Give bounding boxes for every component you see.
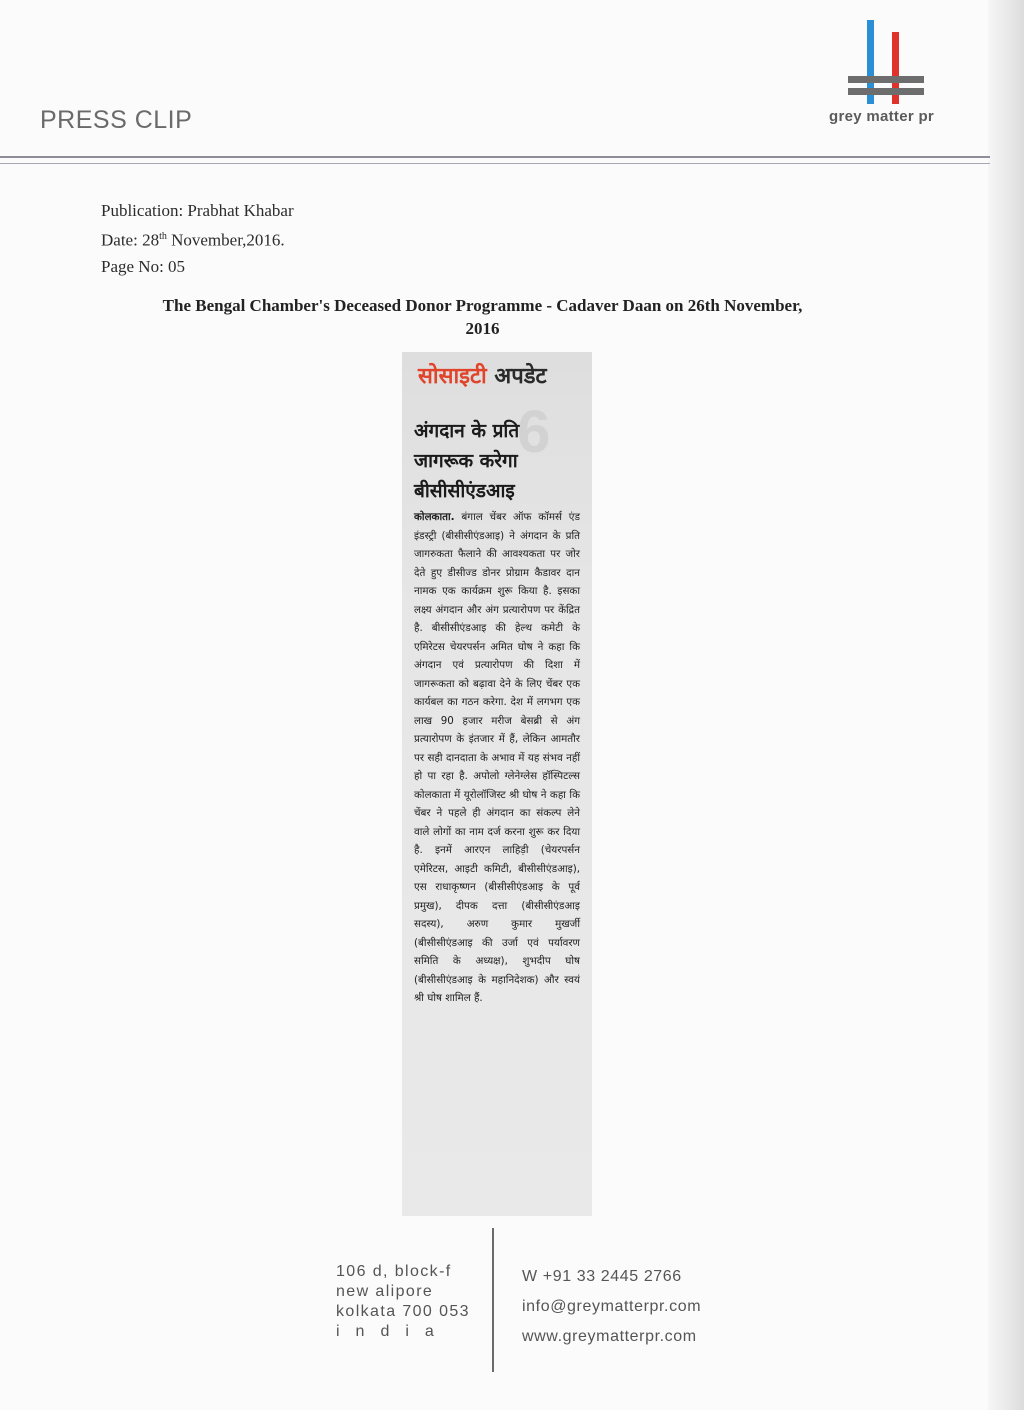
- website-link[interactable]: www.greymatterpr.com: [522, 1328, 697, 1345]
- clip-body-text: बंगाल चेंबर ऑफ कॉमर्स एंड इंडस्ट्री (बीसीसीएंडआइ) ने अंगदान के प्रति जागरुकता फैलाने की आवश्यकता पर जोर देते हुए डीसीज्ड डोनर प्रोग्राम कैडावर दान नामक एक कार्यक्रम शुरू किया है. इसका लक्ष्य अंगदान और अंग प्रत्यारोपण पर केंद्रित है. बीसीसीएंडआइ की हेल्थ कमेटी के एमिरेटस चेयरपर्सन अमित घोष ने कहा कि अंगदान एवं प्रत्यारोपण की दिशा में जागरूकता को बढ़ावा देने के लिए चेंबर एक कार्यबल का गठन करेगा. देश में लगभग एक लाख 90 हजार मरीज बेसब्री से अंग प्रत्यारोपण के इंतजार में हैं, लेकिन आमतौर पर सही दानदाता के अभाव में यह संभव नहीं हो पा रहा है. अपोलो ग्लेनेग्लेस हॉस्पिटल्स कोलकाता में यूरोलॉजिस्ट श्री घोष ने कहा कि चेंबर ने पहले ही अंगदान का संकल्प लेने वाले लोगों का नाम दर्ज करना शुरू कर दिया है. इनमें आरएन लाहिड़ी (चेयरपर्सन एमेरिटस, आइटी कमिटी, बीसीसीएंडआइ), एस राधाकृष्णन (बीसीसीएंडआइ के पूर्व प्रमुख), दीपक दत्ता (बीसीसीएंडआइ सदस्य), अरुण कुमार मुखर्जी (बीसीसीएंडआइ की उर्जा एवं पर्यावरण समिति के अध्यक्ष), शुभदीप घोष (बीसीसीएंडआइ के महानिदेशक) और स्वयं श्री घोष शामिल हैं.: [414, 511, 580, 1004]
- date-line: Date: 28th November,2016.: [101, 230, 285, 250]
- page-number-line: Page No: 05: [101, 256, 186, 276]
- header-rule-thin: [0, 163, 990, 164]
- clip-headline: The Bengal Chamber's Deceased Donor Programme - Cadaver Daan on 26th November, 2016: [162, 296, 803, 338]
- press-clip-title: PRESS CLIP: [40, 106, 193, 134]
- header-rule: [0, 156, 990, 158]
- clip-masthead: सोसाइटी अपडेट: [418, 364, 547, 389]
- phone-number: W +91 33 2445 2766: [522, 1268, 682, 1285]
- clip-dateline: कोलकाता.: [414, 511, 455, 523]
- clip-article-title: अंगदान के प्रति जागरूक करेगा बीसीसीएंडआइ: [414, 420, 520, 502]
- footer-address: [336, 1262, 470, 1342]
- bleed-through-shape: 6: [517, 398, 551, 465]
- address-line-2: new alipore: [336, 1283, 434, 1300]
- address-line-4: india: [336, 1323, 450, 1340]
- footer-divider: [492, 1228, 494, 1372]
- publication-line: Publication: Prabhat Khabar: [101, 201, 294, 220]
- publication-meta: [101, 198, 294, 280]
- footer-contact: [522, 1262, 701, 1352]
- brand-name: grey matter pr: [829, 108, 935, 125]
- address-line-3: kolkata 700 053: [336, 1303, 470, 1320]
- email-link[interactable]: info@greymatterpr.com: [522, 1298, 702, 1315]
- page-edge: [988, 0, 1024, 1410]
- address-line-1: 106 d, block-f: [336, 1263, 452, 1280]
- newspaper-clipping: [402, 352, 592, 1216]
- clip-article-body: [414, 508, 580, 1008]
